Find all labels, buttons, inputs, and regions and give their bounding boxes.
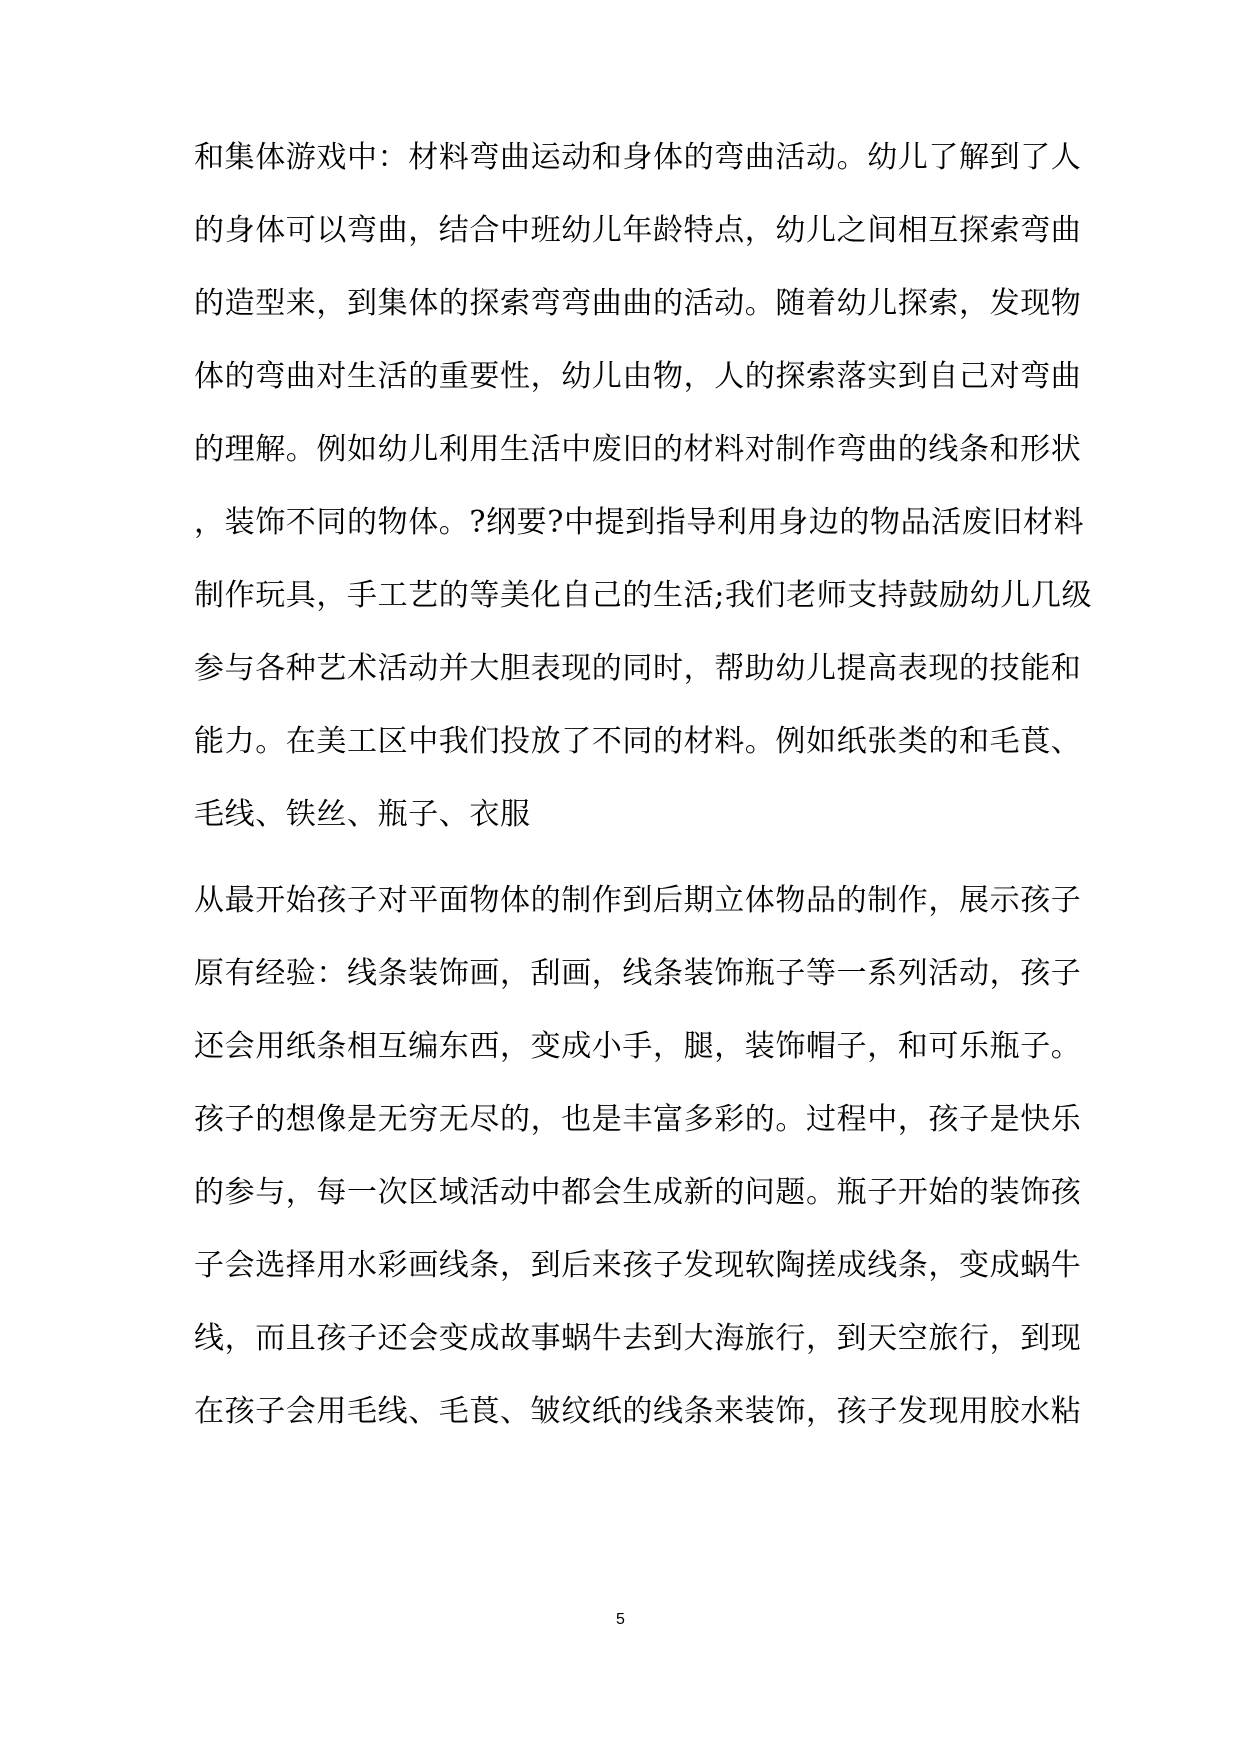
text-line: ，装饰不同的物体。?纲要?中提到指导利用身边的物品活废旧材料 <box>194 505 1085 540</box>
text-line: 的身体可以弯曲，结合中班幼儿年龄特点，幼儿之间相互探索弯曲 <box>194 213 1082 248</box>
page-number: 5 <box>616 1611 625 1628</box>
text-line: 还会用纸条相互编东西，变成小手，腿，装饰帽子，和可乐瓶子。 <box>194 1029 1082 1064</box>
text-line: 线，而且孩子还会变成故事蜗牛去到大海旅行，到天空旅行，到现 <box>194 1321 1082 1356</box>
text-line: 的造型来，到集体的探索弯弯曲曲的活动。随着幼儿探索，发现物 <box>194 286 1082 321</box>
text-line: 的参与，每一次区域活动中都会生成新的问题。瓶子开始的装饰孩 <box>194 1175 1082 1210</box>
text-line: 在孩子会用毛线、毛莨、皱纹纸的线条来装饰，孩子发现用胶水粘 <box>194 1394 1082 1429</box>
text-line: 制作玩具，手工艺的等美化自己的生活;我们老师支持鼓励幼儿几级 <box>194 578 1093 613</box>
text-line: 孩子的想像是无穷无尽的，也是丰富多彩的。过程中，孩子是快乐 <box>194 1102 1082 1137</box>
text-line: 从最开始孩子对平面物体的制作到后期立体物品的制作，展示孩子 <box>194 883 1082 918</box>
text-line: 能力。在美工区中我们投放了不同的材料。例如纸张类的和毛莨、 <box>194 724 1082 759</box>
text-line: 原有经验：线条装饰画，刮画，线条装饰瓶子等一系列活动，孩子 <box>194 956 1082 991</box>
text-line: 和集体游戏中：材料弯曲运动和身体的弯曲活动。幼儿了解到了人 <box>194 140 1082 175</box>
text-line: 的理解。例如幼儿利用生活中废旧的材料对制作弯曲的线条和形状 <box>194 432 1082 467</box>
text-line: 参与各种艺术活动并大胆表现的同时，帮助幼儿提高表现的技能和 <box>194 651 1082 686</box>
text-line: 毛线、铁丝、瓶子、衣服 <box>194 797 531 832</box>
text-line: 子会选择用水彩画线条，到后来孩子发现软陶搓成线条，变成蜗牛 <box>194 1248 1082 1283</box>
text-line: 体的弯曲对生活的重要性，幼儿由物，人的探索落实到自己对弯曲 <box>194 359 1082 394</box>
